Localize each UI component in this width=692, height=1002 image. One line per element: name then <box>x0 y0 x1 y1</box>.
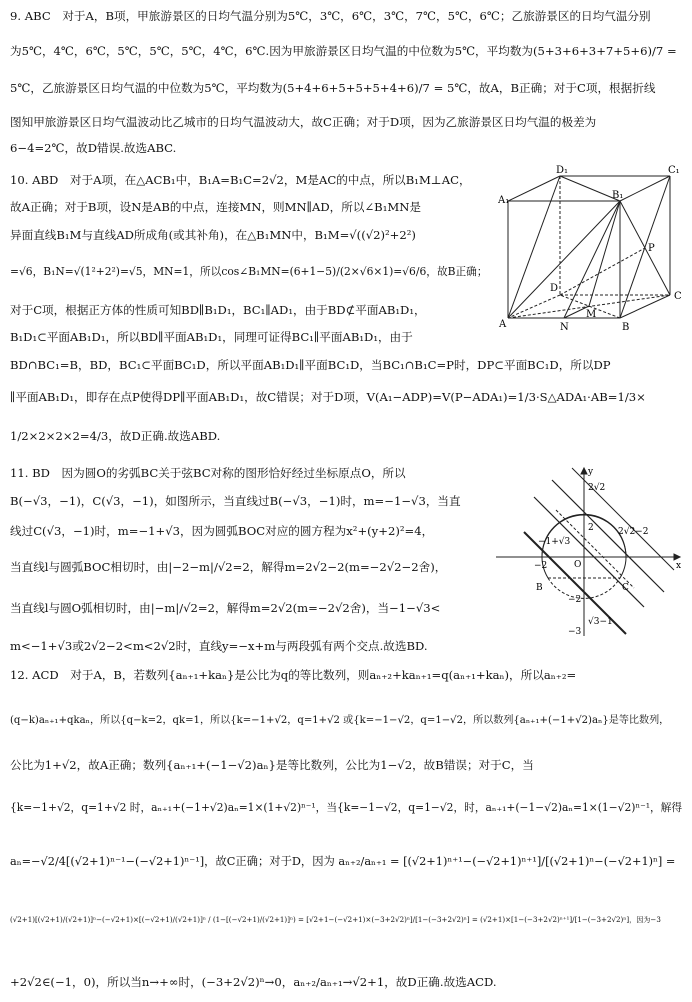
p11-line-1: 11. BD 因为圆O的劣弧BC关于弦BC对称的图形恰好经过坐标原点O，所以 <box>10 466 406 480</box>
fig11-label-minus3: −3 <box>568 627 582 637</box>
p10-line-9: 1/2×2×2×2=4/3，故D正确.故选ABD. <box>10 429 221 443</box>
p9-line-4: 图知甲旅游景区日均气温波动比乙城市的日均气温波动大，故C正确；对于D项，因为乙旅游景区日均气温的极差为 <box>10 115 597 129</box>
p9-line-2: 为5℃，4℃，6℃，5℃，5℃，5℃，4℃，6℃.因为甲旅游景区日均气温的中位数为5℃，平均数为(5+3+6+3+7+5+6)/7 = <box>10 44 677 58</box>
p10-line-7: BD∩BC₁=B，BD，BC₁⊂平面BC₁D，所以平面AB₁D₁∥平面BC₁D，当BC₁∩B₁C=P时，DP⊂平面BC₁D，所以DP <box>10 358 611 372</box>
cube-label-n: N <box>560 322 569 333</box>
circle-figure <box>494 462 686 642</box>
p10-line-2: 故A正确；对于B项，设N是AB的中点，连接MN，则MN∥AD，所以∠B₁MN是 <box>10 200 421 214</box>
fig11-label-o: O <box>574 560 582 570</box>
cube-figure <box>498 163 686 338</box>
p10-line-1: 10. ABD 对于A项，在△ACB₁中，B₁A=B₁C=2√2，M是AC的中点，所以B₁M⊥AC， <box>10 173 471 187</box>
p10-line-5: 对于C项，根据正方体的性质可知BD∥B₁D₁，BC₁∥AD₁，由于BD⊄平面AB₁D₁， <box>10 303 426 317</box>
p9-line-3: 5℃，乙旅游景区日均气温的中位数为5℃，平均数为(5+4+6+5+5+5+4+6)/7 = 5℃，故A，B正确；对于C项，根据折线 <box>10 81 656 95</box>
fig11-label-b: B <box>536 583 543 593</box>
cube-label-p: P <box>648 243 655 254</box>
p12-line-5: aₙ=−√2/4[(√2+1)ⁿ⁻¹−(−√2+1)ⁿ⁻¹]，故C正确；对于D，因为 aₙ₊₂/aₙ₊₁ = [(√2+1)ⁿ⁺¹−(−√2+1)ⁿ⁺¹]/[(√2+1)ⁿ−(−√2+1)ⁿ] = <box>10 855 676 868</box>
fig11-label-2root2: 2√2 <box>588 483 606 493</box>
p10-line-3: 异面直线B₁M与直线AD所成角(或其补角)，在△B₁MN中，B₁M=√((√2)²+2²) <box>10 228 416 242</box>
cube-label-d: D <box>550 283 559 294</box>
p11-line-4: 当直线l与圆弧BOC相切时，由|−2−m|/√2=2，解得m=2√2−2(m=−2√2−2舍)， <box>10 560 447 574</box>
cube-label-c: C <box>674 291 682 302</box>
p11-line-2: B(−√3，−1)，C(√3，−1)，如图所示，当直线过B(−√3，−1)时，m=−1−√3，当直 <box>10 494 461 508</box>
p12-line-6: (√2+1)[(√2+1)/(√2+1)]ⁿ−(−√2+1)×[(−√2+1)/(√2+1)]ⁿ / (1−[(−√2+1)/(√2+1)]ⁿ) = [√2+1−(−√2+1)×(−3+2√2)ⁿ]/[1−(−3+2√2)ⁿ] = (√2+1)×[1−(−3+2√2)ⁿ⁺¹]/[1−(−3+2√2)ⁿ]，因为−3 <box>10 915 661 924</box>
fig11-label-root3minus1: √3−1 <box>588 617 613 627</box>
p9-line-5: 6−4=2℃，故D错误.故选ABC. <box>10 141 177 155</box>
fig11-label-minus2-x: −2 <box>534 561 548 571</box>
p10-line-8: ∥平面AB₁D₁，即存在点P使得DP∥平面AB₁D₁，故C错误；对于D项，V(A₁−ADP)=V(P−ADA₁)=1/3·S△ADA₁·AB=1/3× <box>10 390 646 404</box>
p11-line-6: m<−1+√3或2√2−2<m<2√2时，直线y=−x+m与两段弧有两个交点.故选BD. <box>10 639 428 653</box>
p11-line-5: 当直线l与圆O弧相切时，由|−m|/√2=2，解得m=2√2(m=−2√2舍)，当−1−√3< <box>10 601 441 615</box>
p12-line-1: 12. ACD 对于A，B，若数列{aₙ₊₁+kaₙ}是公比为q的等比数列，则aₙ₊₂+kaₙ₊₁=q(aₙ₊₁+kaₙ)，所以aₙ₊₂= <box>10 668 577 682</box>
p10-line-6: B₁D₁⊂平面AB₁D₁，所以BD∥平面AB₁D₁，同理可证得BC₁∥平面AB₁D₁，由于 <box>10 330 413 344</box>
fig11-label-x: x <box>676 561 682 571</box>
fig11-label-2: 2 <box>588 523 594 533</box>
p12-line-4: {k=−1+√2，q=1+√2 时，aₙ₊₁+(−1+√2)aₙ=1×(1+√2)ⁿ⁻¹，当{k=−1−√2，q=1−√2，时，aₙ₊₁+(−1−√2)aₙ=1×(1−√2)ⁿ⁻¹，解得 <box>10 801 682 814</box>
p12-line-7: +2√2∈(−1，0)，所以当n→+∞时，(−3+2√2)ⁿ→0，aₙ₊₂/aₙ₊₁→√2+1，故D正确.故选ACD. <box>10 975 497 989</box>
cube-label-a1: A₁ <box>498 195 510 206</box>
cube-label-b1: B₁ <box>612 190 624 201</box>
p12-line-2: (q−k)aₙ₊₁+qkaₙ，所以{q−k=2，qk=1，所以{k=−1+√2，q=1+√2 或{k=−1−√2，q=1−√2，所以数列{aₙ₊₁+(−1+√2)aₙ}是等比数列， <box>10 715 670 726</box>
cube-label-c1: C₁ <box>668 165 680 176</box>
fig11-label-y: y <box>588 467 594 477</box>
fig11-label-minus2-y: −2 <box>568 595 582 605</box>
fig11-label-2root2minus2: 2√2−2 <box>618 527 649 537</box>
fig11-label-m1plusroot3: −1+√3 <box>538 537 571 547</box>
fig11-label-c: C <box>622 583 629 593</box>
cube-label-a: A <box>499 319 507 330</box>
p11-line-3: 线过C(√3，−1)时，m=−1+√3，因为圆弧BOC对应的圆方程为x²+(y+2)²=4， <box>10 524 434 538</box>
cube-label-m: M <box>586 309 597 320</box>
p12-line-3: 公比为1+√2，故A正确；数列{aₙ₊₁+(−1−√2)aₙ}是等比数列，公比为1−√2，故B错误；对于C，当 <box>10 758 534 772</box>
cube-label-b: B <box>622 322 630 333</box>
cube-label-d1: D₁ <box>556 165 569 176</box>
p9-line-1: 9. ABC 对于A，B项，甲旅游景区的日均气温分别为5℃，3℃，6℃，3℃，7℃，5℃，6℃；乙旅游景区的日均气温分别 <box>10 9 651 23</box>
p10-line-4: =√6，B₁N=√(1²+2²)=√5，MN=1，所以cos∠B₁MN=(6+1−5)/(2×√6×1)=√6/6，故B正确； <box>10 265 488 278</box>
